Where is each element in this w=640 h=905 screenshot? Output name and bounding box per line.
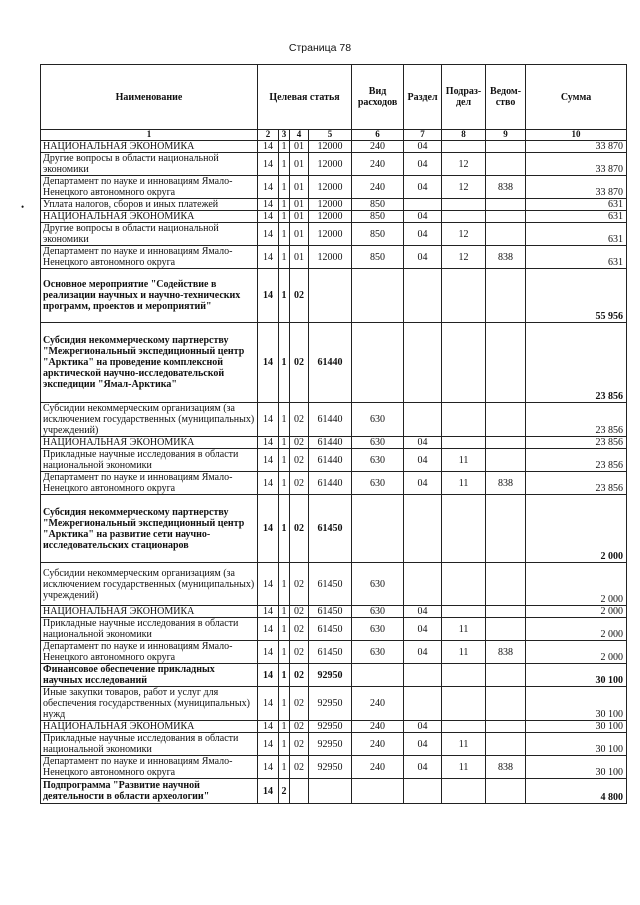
cell-code-d: 61450 — [309, 618, 352, 641]
cell-code-a: 14 — [258, 733, 279, 756]
cell-name: Департамент по науке и инновациям Ямало-Ненецкого автономного округа — [41, 756, 258, 779]
cell-dept — [486, 495, 526, 563]
cell-dept — [486, 323, 526, 403]
cell-dept — [486, 606, 526, 618]
cell-sum: 2 000 — [526, 495, 627, 563]
cell-code-a: 14 — [258, 721, 279, 733]
cell-code-d: 92950 — [309, 687, 352, 721]
cell-exp-type — [352, 269, 404, 323]
column-number: 3 — [279, 130, 290, 141]
cell-code-a: 14 — [258, 687, 279, 721]
cell-section — [404, 687, 442, 721]
cell-subsection — [442, 779, 486, 804]
table-row — [41, 664, 627, 687]
cell-section: 04 — [404, 223, 442, 246]
cell-code-c: 02 — [290, 269, 309, 323]
cell-code-c: 02 — [290, 495, 309, 563]
column-number: 7 — [404, 130, 442, 141]
table-row — [41, 449, 627, 472]
cell-sum: 4 800 — [526, 779, 627, 804]
cell-section — [404, 495, 442, 563]
table-row — [41, 403, 627, 437]
cell-subsection: 12 — [442, 246, 486, 269]
cell-code-c: 02 — [290, 449, 309, 472]
cell-name: Подпрограмма "Развитие научной деятельности в области археологии" — [41, 779, 258, 804]
cell-subsection: 12 — [442, 176, 486, 199]
cell-code-c: 01 — [290, 223, 309, 246]
cell-code-d: 61450 — [309, 641, 352, 664]
cell-section: 04 — [404, 606, 442, 618]
cell-exp-type: 850 — [352, 211, 404, 223]
cell-dept — [486, 664, 526, 687]
cell-code-c: 01 — [290, 211, 309, 223]
cell-dept: 838 — [486, 756, 526, 779]
table-row — [41, 687, 627, 721]
cell-code-c: 02 — [290, 664, 309, 687]
cell-code-d: 61450 — [309, 495, 352, 563]
cell-code-c: 01 — [290, 199, 309, 211]
header-sum: Сумма — [526, 65, 627, 130]
cell-name: НАЦИОНАЛЬНАЯ ЭКОНОМИКА — [41, 437, 258, 449]
cell-section: 04 — [404, 246, 442, 269]
cell-subsection — [442, 199, 486, 211]
margin-mark: • — [21, 202, 25, 212]
cell-dept — [486, 211, 526, 223]
cell-code-c: 02 — [290, 323, 309, 403]
cell-code-c: 02 — [290, 403, 309, 437]
cell-code-d: 61440 — [309, 472, 352, 495]
cell-exp-type — [352, 779, 404, 804]
cell-code-d: 92950 — [309, 664, 352, 687]
cell-code-c: 02 — [290, 472, 309, 495]
cell-code-b: 1 — [279, 664, 290, 687]
cell-code-d — [309, 779, 352, 804]
cell-dept: 838 — [486, 246, 526, 269]
cell-code-c: 02 — [290, 563, 309, 606]
cell-section: 04 — [404, 176, 442, 199]
cell-name: Иные закупки товаров, работ и услуг для обеспечения государственных (муниципальных) нужд — [41, 687, 258, 721]
cell-code-b: 1 — [279, 449, 290, 472]
cell-exp-type — [352, 664, 404, 687]
cell-code-b: 1 — [279, 756, 290, 779]
cell-name: Департамент по науке и инновациям Ямало-Ненецкого автономного округа — [41, 246, 258, 269]
cell-dept — [486, 563, 526, 606]
cell-code-d: 61440 — [309, 449, 352, 472]
cell-name: Прикладные научные исследования в области национальной экономики — [41, 733, 258, 756]
header-subsection: Подраз-дел — [442, 65, 486, 130]
cell-code-d: 61440 — [309, 437, 352, 449]
cell-code-b: 1 — [279, 223, 290, 246]
cell-code-a: 14 — [258, 437, 279, 449]
cell-code-c: 01 — [290, 141, 309, 153]
cell-dept — [486, 779, 526, 804]
cell-name: Другие вопросы в области национальной экономики — [41, 153, 258, 176]
cell-sum: 30 100 — [526, 756, 627, 779]
cell-dept: 838 — [486, 641, 526, 664]
cell-code-b: 2 — [279, 779, 290, 804]
cell-code-a: 14 — [258, 495, 279, 563]
table-row — [41, 606, 627, 618]
cell-dept — [486, 721, 526, 733]
column-number: 4 — [290, 130, 309, 141]
table-row — [41, 141, 627, 153]
cell-code-d: 61440 — [309, 403, 352, 437]
cell-dept — [486, 437, 526, 449]
cell-sum: 30 100 — [526, 721, 627, 733]
cell-exp-type: 630 — [352, 618, 404, 641]
cell-dept — [486, 733, 526, 756]
cell-name: Департамент по науке и инновациям Ямало-Ненецкого автономного округа — [41, 641, 258, 664]
cell-section: 04 — [404, 211, 442, 223]
cell-subsection: 12 — [442, 223, 486, 246]
cell-name: НАЦИОНАЛЬНАЯ ЭКОНОМИКА — [41, 211, 258, 223]
cell-dept — [486, 153, 526, 176]
header-name: Наименование — [41, 65, 258, 130]
cell-code-a: 14 — [258, 664, 279, 687]
cell-name: Уплата налогов, сборов и иных платежей — [41, 199, 258, 211]
header-exp-type: Вид расходов — [352, 65, 404, 130]
cell-code-b: 1 — [279, 437, 290, 449]
cell-name: Субсидия некоммерческому партнерству "Межрегиональный экспедиционный центр "Арктика" на развитие сети научно-исследовательских стационаров — [41, 495, 258, 563]
cell-exp-type: 240 — [352, 153, 404, 176]
cell-subsection — [442, 211, 486, 223]
table-row — [41, 246, 627, 269]
cell-exp-type: 240 — [352, 687, 404, 721]
cell-dept — [486, 687, 526, 721]
cell-code-b: 1 — [279, 403, 290, 437]
cell-name: НАЦИОНАЛЬНАЯ ЭКОНОМИКА — [41, 141, 258, 153]
cell-name: НАЦИОНАЛЬНАЯ ЭКОНОМИКА — [41, 606, 258, 618]
cell-section: 04 — [404, 721, 442, 733]
cell-name: Субсидия некоммерческому партнерству "Межрегиональный экспедиционный центр "Арктика" на проведение комплексной арктической научно-исследовательской экспедиции "Ямал-Арктика" — [41, 323, 258, 403]
cell-code-b: 1 — [279, 618, 290, 641]
table-row — [41, 199, 627, 211]
cell-section: 04 — [404, 756, 442, 779]
cell-code-c: 02 — [290, 641, 309, 664]
cell-code-d: 61450 — [309, 563, 352, 606]
table-row — [41, 437, 627, 449]
cell-name: Субсидии некоммерческим организациям (за исключением государственных (муниципальных) учреждений) — [41, 563, 258, 606]
table-row — [41, 756, 627, 779]
cell-code-a: 14 — [258, 756, 279, 779]
cell-sum: 2 000 — [526, 618, 627, 641]
column-number: 8 — [442, 130, 486, 141]
cell-code-b: 1 — [279, 211, 290, 223]
cell-code-b: 1 — [279, 153, 290, 176]
cell-exp-type: 240 — [352, 176, 404, 199]
cell-code-a: 14 — [258, 199, 279, 211]
cell-name: Департамент по науке и инновациям Ямало-Ненецкого автономного округа — [41, 472, 258, 495]
table-row — [41, 618, 627, 641]
cell-code-b: 1 — [279, 641, 290, 664]
cell-section — [404, 664, 442, 687]
cell-code-d: 92950 — [309, 721, 352, 733]
table-row — [41, 176, 627, 199]
cell-subsection: 11 — [442, 756, 486, 779]
cell-subsection — [442, 606, 486, 618]
cell-code-b: 1 — [279, 176, 290, 199]
cell-code-a: 14 — [258, 403, 279, 437]
cell-code-c: 02 — [290, 721, 309, 733]
cell-name: Основное мероприятие "Содействие в реализации научных и научно-технических программ, проектов и мероприятий" — [41, 269, 258, 323]
cell-section — [404, 779, 442, 804]
cell-code-c: 01 — [290, 153, 309, 176]
cell-subsection — [442, 323, 486, 403]
cell-section — [404, 403, 442, 437]
table-body — [41, 141, 627, 804]
table-row — [41, 733, 627, 756]
cell-code-a: 14 — [258, 269, 279, 323]
cell-sum: 33 870 — [526, 176, 627, 199]
cell-exp-type: 240 — [352, 721, 404, 733]
table-row — [41, 223, 627, 246]
cell-code-b: 1 — [279, 721, 290, 733]
cell-code-c: 02 — [290, 618, 309, 641]
cell-code-c: 01 — [290, 176, 309, 199]
cell-code-d: 12000 — [309, 246, 352, 269]
cell-code-d: 12000 — [309, 153, 352, 176]
cell-exp-type: 630 — [352, 606, 404, 618]
cell-subsection — [442, 664, 486, 687]
cell-code-b: 1 — [279, 687, 290, 721]
cell-exp-type: 240 — [352, 756, 404, 779]
cell-sum: 631 — [526, 246, 627, 269]
cell-code-c: 02 — [290, 606, 309, 618]
cell-code-a: 14 — [258, 563, 279, 606]
cell-code-a: 14 — [258, 223, 279, 246]
cell-dept: 838 — [486, 176, 526, 199]
page-label: Страница 78 — [288, 42, 352, 54]
header-target: Целевая статья — [258, 65, 352, 130]
cell-sum: 23 856 — [526, 323, 627, 403]
cell-exp-type: 630 — [352, 641, 404, 664]
table-row — [41, 563, 627, 606]
cell-subsection: 12 — [442, 153, 486, 176]
cell-dept — [486, 403, 526, 437]
cell-code-a: 14 — [258, 211, 279, 223]
cell-code-c — [290, 779, 309, 804]
column-number: 10 — [526, 130, 627, 141]
cell-code-d — [309, 269, 352, 323]
table-row — [41, 211, 627, 223]
cell-code-d: 12000 — [309, 176, 352, 199]
cell-code-a: 14 — [258, 472, 279, 495]
cell-sum: 30 100 — [526, 733, 627, 756]
cell-section — [404, 323, 442, 403]
cell-subsection — [442, 403, 486, 437]
cell-name: НАЦИОНАЛЬНАЯ ЭКОНОМИКА — [41, 721, 258, 733]
cell-section — [404, 199, 442, 211]
cell-sum: 23 856 — [526, 437, 627, 449]
cell-sum: 30 100 — [526, 687, 627, 721]
cell-dept: 838 — [486, 472, 526, 495]
cell-code-a: 14 — [258, 641, 279, 664]
cell-section: 04 — [404, 437, 442, 449]
header-dept: Ведом-ство — [486, 65, 526, 130]
cell-sum: 23 856 — [526, 472, 627, 495]
cell-subsection: 11 — [442, 733, 486, 756]
cell-exp-type: 240 — [352, 733, 404, 756]
cell-dept — [486, 618, 526, 641]
cell-code-b: 1 — [279, 606, 290, 618]
cell-code-a: 14 — [258, 618, 279, 641]
cell-section: 04 — [404, 733, 442, 756]
cell-code-d: 12000 — [309, 141, 352, 153]
cell-code-a: 14 — [258, 176, 279, 199]
cell-name: Другие вопросы в области национальной экономики — [41, 223, 258, 246]
cell-exp-type: 630 — [352, 472, 404, 495]
cell-subsection — [442, 437, 486, 449]
header-section: Раздел — [404, 65, 442, 130]
cell-exp-type: 850 — [352, 199, 404, 211]
cell-exp-type: 240 — [352, 141, 404, 153]
cell-code-d: 61440 — [309, 323, 352, 403]
cell-code-c: 02 — [290, 733, 309, 756]
cell-code-b: 1 — [279, 472, 290, 495]
column-number-row — [41, 130, 627, 141]
cell-sum: 2 000 — [526, 563, 627, 606]
budget-table — [40, 64, 627, 804]
cell-code-d: 92950 — [309, 733, 352, 756]
cell-code-d: 12000 — [309, 211, 352, 223]
cell-sum: 33 870 — [526, 153, 627, 176]
cell-code-a: 14 — [258, 153, 279, 176]
cell-name: Департамент по науке и инновациям Ямало-Ненецкого автономного округа — [41, 176, 258, 199]
cell-code-b: 1 — [279, 199, 290, 211]
cell-sum: 55 956 — [526, 269, 627, 323]
cell-subsection: 11 — [442, 641, 486, 664]
cell-subsection — [442, 495, 486, 563]
cell-section: 04 — [404, 141, 442, 153]
cell-section: 04 — [404, 472, 442, 495]
cell-exp-type: 630 — [352, 449, 404, 472]
column-number: 6 — [352, 130, 404, 141]
cell-sum: 23 856 — [526, 449, 627, 472]
column-number: 1 — [41, 130, 258, 141]
cell-section: 04 — [404, 153, 442, 176]
cell-code-a: 14 — [258, 246, 279, 269]
column-number: 9 — [486, 130, 526, 141]
cell-name: Субсидии некоммерческим организациям (за исключением государственных (муниципальных) учреждений) — [41, 403, 258, 437]
cell-subsection: 11 — [442, 449, 486, 472]
table-row — [41, 721, 627, 733]
cell-exp-type: 630 — [352, 563, 404, 606]
cell-code-d: 92950 — [309, 756, 352, 779]
cell-subsection — [442, 141, 486, 153]
column-number: 2 — [258, 130, 279, 141]
cell-dept — [486, 269, 526, 323]
cell-name: Прикладные научные исследования в области национальной экономики — [41, 449, 258, 472]
cell-exp-type: 850 — [352, 223, 404, 246]
cell-sum: 2 000 — [526, 641, 627, 664]
cell-dept — [486, 449, 526, 472]
cell-sum: 23 856 — [526, 403, 627, 437]
column-number: 5 — [309, 130, 352, 141]
cell-name: Прикладные научные исследования в области национальной экономики — [41, 618, 258, 641]
cell-subsection — [442, 687, 486, 721]
cell-code-b: 1 — [279, 563, 290, 606]
cell-name: Финансовое обеспечение прикладных научных исследований — [41, 664, 258, 687]
cell-code-c: 02 — [290, 437, 309, 449]
cell-code-a: 14 — [258, 141, 279, 153]
table-row — [41, 641, 627, 664]
cell-section: 04 — [404, 641, 442, 664]
cell-code-b: 1 — [279, 733, 290, 756]
cell-code-a: 14 — [258, 606, 279, 618]
cell-section: 04 — [404, 618, 442, 641]
cell-dept — [486, 199, 526, 211]
cell-exp-type — [352, 495, 404, 563]
cell-code-b: 1 — [279, 246, 290, 269]
cell-subsection — [442, 563, 486, 606]
cell-code-b: 1 — [279, 495, 290, 563]
cell-code-d: 12000 — [309, 223, 352, 246]
cell-code-b: 1 — [279, 269, 290, 323]
cell-code-d: 12000 — [309, 199, 352, 211]
cell-code-b: 1 — [279, 141, 290, 153]
cell-subsection: 11 — [442, 472, 486, 495]
cell-section: 04 — [404, 449, 442, 472]
header-row — [41, 65, 627, 130]
cell-code-b: 1 — [279, 323, 290, 403]
cell-subsection: 11 — [442, 618, 486, 641]
cell-exp-type: 630 — [352, 403, 404, 437]
cell-sum: 33 870 — [526, 141, 627, 153]
cell-subsection — [442, 721, 486, 733]
table-row — [41, 495, 627, 563]
cell-sum: 631 — [526, 211, 627, 223]
cell-sum: 631 — [526, 199, 627, 211]
cell-exp-type: 850 — [352, 246, 404, 269]
cell-code-a: 14 — [258, 323, 279, 403]
cell-code-c: 01 — [290, 246, 309, 269]
table-row — [41, 472, 627, 495]
cell-code-c: 02 — [290, 687, 309, 721]
cell-dept — [486, 141, 526, 153]
cell-dept — [486, 223, 526, 246]
table-row — [41, 779, 627, 804]
table-row — [41, 269, 627, 323]
table-row — [41, 323, 627, 403]
cell-sum: 631 — [526, 223, 627, 246]
cell-code-a: 14 — [258, 449, 279, 472]
table-row — [41, 153, 627, 176]
cell-code-d: 61450 — [309, 606, 352, 618]
cell-section — [404, 563, 442, 606]
cell-code-c: 02 — [290, 756, 309, 779]
cell-exp-type: 630 — [352, 437, 404, 449]
cell-sum: 30 100 — [526, 664, 627, 687]
cell-exp-type — [352, 323, 404, 403]
cell-section — [404, 269, 442, 323]
cell-subsection — [442, 269, 486, 323]
cell-code-a: 14 — [258, 779, 279, 804]
cell-sum: 2 000 — [526, 606, 627, 618]
